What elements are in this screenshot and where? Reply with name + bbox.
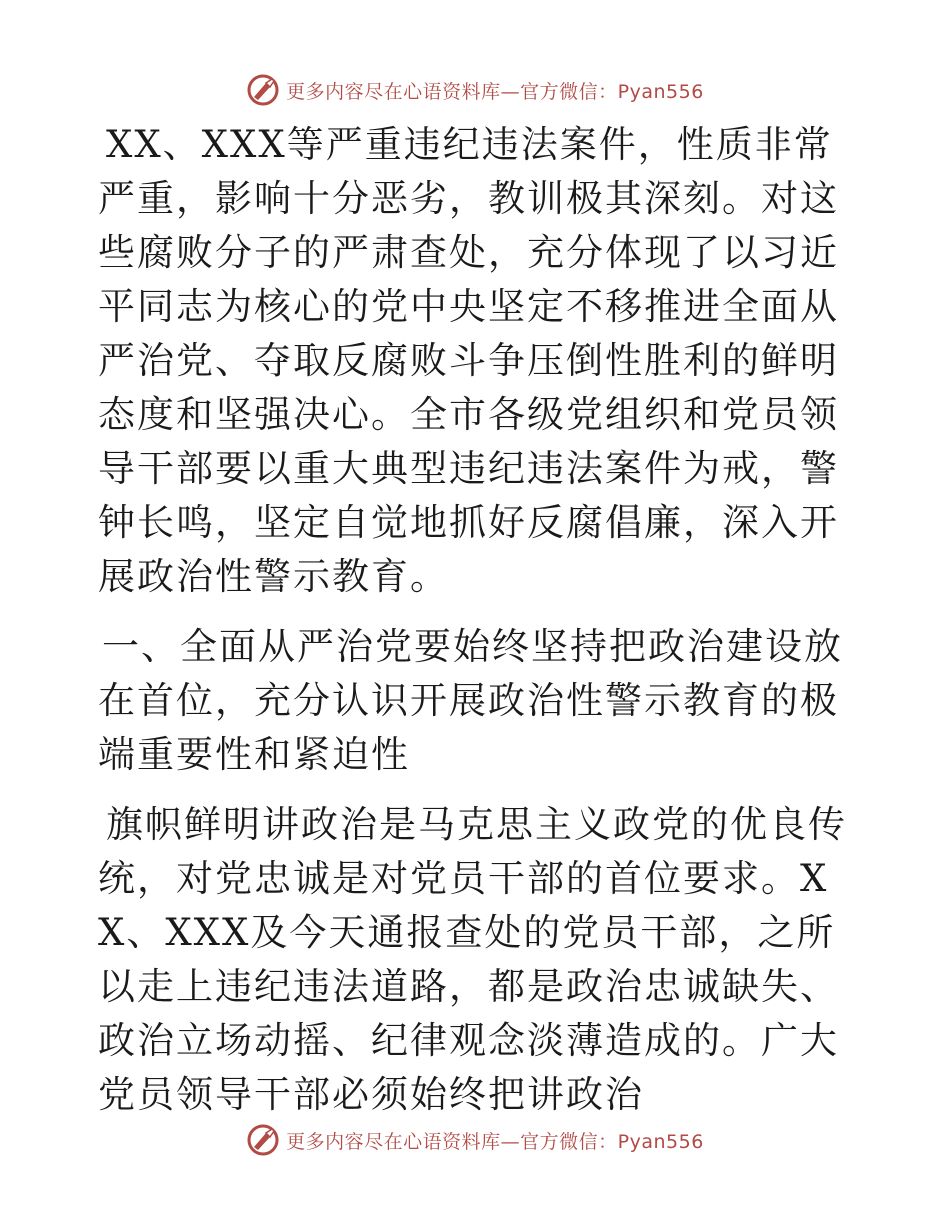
paragraph-2: 旗帜鲜明讲政治是马克思主义政党的优良传统，对党忠诚是对党员干部的首位要求。XX、XXX及今天通报查处的党员干部，之所以走上违纪违法道路，都是政治忠诚缺失、政治立场动摇、纪律观念淡薄造成的。广大党员领导干部必须始终把讲政治 bbox=[98, 803, 847, 1116]
footer-banner bbox=[0, 1120, 950, 1160]
document-body bbox=[98, 118, 850, 1122]
section-heading-1: 一、全面从严治党要始终坚持把政治建设放在首位，充分认识开展政治性警示教育的极端重要性和紧迫性 bbox=[98, 625, 843, 776]
header-banner-title: 更多内容尽在心语资料库 bbox=[286, 80, 501, 103]
pen-logo-icon bbox=[246, 1123, 280, 1157]
footer-banner-text bbox=[286, 1127, 704, 1154]
footer-banner-wechat: 官方微信：Pyan556 bbox=[520, 1130, 704, 1153]
pen-logo-icon bbox=[246, 73, 280, 107]
footer-banner-title: 更多内容尽在心语资料库 bbox=[286, 1130, 501, 1153]
header-banner-text bbox=[286, 77, 704, 104]
footer-banner-dash: — bbox=[500, 1130, 521, 1153]
header-banner-wechat: 官方微信：Pyan556 bbox=[520, 80, 704, 103]
header-banner bbox=[0, 70, 950, 110]
paragraph-1: XX、XXX等严重违纪违法案件，性质非常严重，影响十分恶劣，教训极其深刻。对这些腐败分子的严肃查处，充分体现了以习近平同志为核心的党中央坚定不移推进全面从严治党、夺取反腐败斗争压倒性胜利的鲜明态度和坚强决心。全市各级党组织和党员领导干部要以重大典型违纪违法案件为戒，警钟长鸣，坚定自觉地抓好反腐倡廉，深入开展政治性警示教育。 bbox=[98, 123, 839, 598]
header-banner-dash: — bbox=[500, 80, 521, 103]
